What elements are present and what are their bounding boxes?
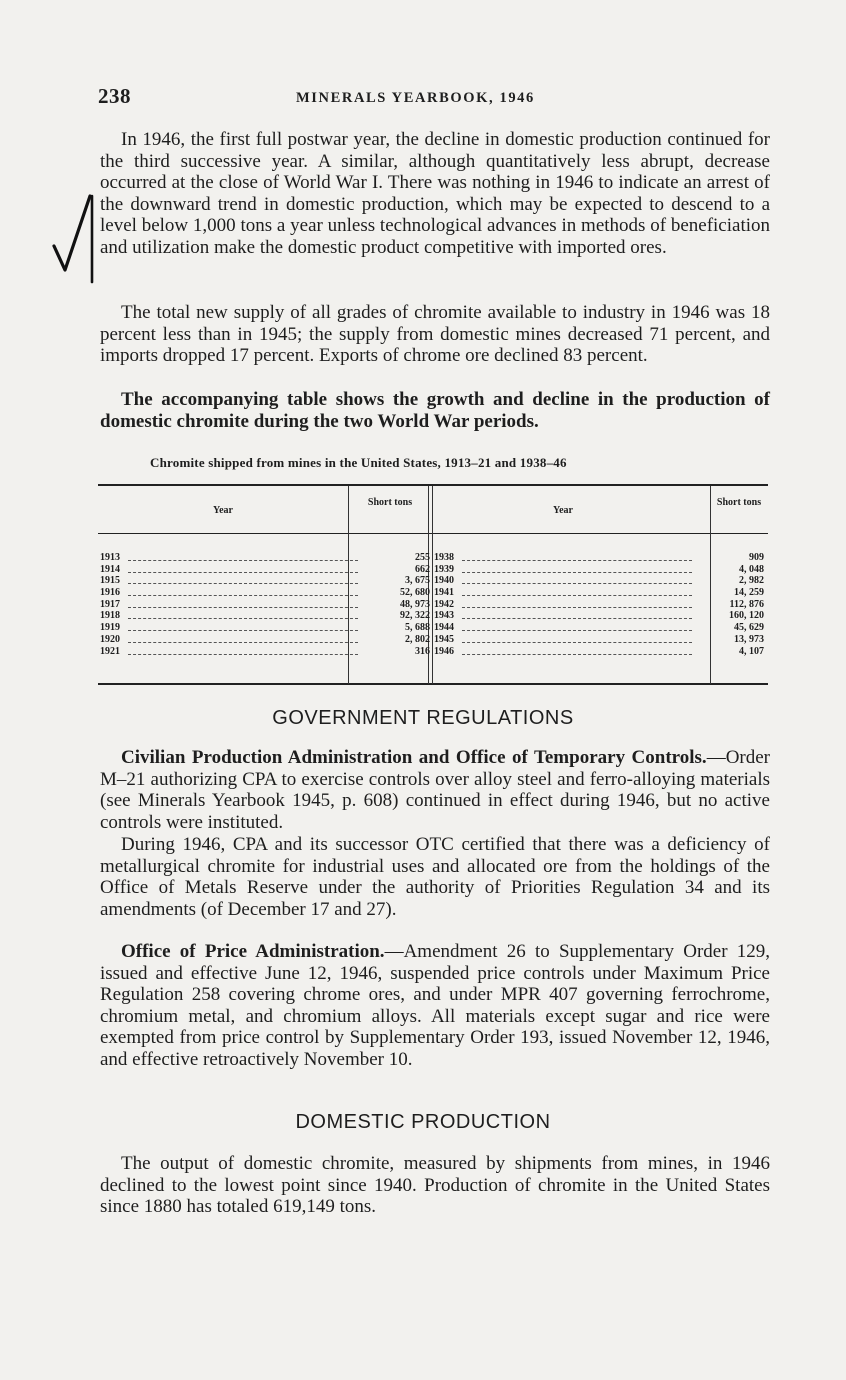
table-row (100, 634, 430, 646)
row-year: 1945 (434, 633, 454, 645)
table-row (434, 564, 764, 576)
row-leader-dots (462, 595, 692, 596)
opa-paragraph-body: —Amendment 26 to Supplementary Order 129, issued and effective June 12, 1946, suspended price controls under Maximum Price Regulation 258 covering chrome ores, and under MPR 407 governing ferrochrome, chromium metal, and chromium alloys. All materials except sugar and rice were exempted from price control by Supplementary Order 193, issued November 12, 1946, and effective retroactively November 10. (100, 941, 771, 1070)
table-row (100, 552, 430, 564)
short-tons-column-header-right: Short tons (716, 497, 762, 508)
year-column-header-right: Year (553, 505, 573, 516)
row-leader-dots (128, 618, 358, 619)
domestic-production-paragraph: The output of domestic chromite, measured by shipments from mines, in 1946 declined to the lowest point since 1940. Production of chromite in the United States since 1880 has totaled 619,149 tons. (100, 1153, 770, 1218)
row-leader-dots (462, 642, 692, 643)
page-number: 238 (98, 84, 131, 108)
handwritten-checkmark-icon (50, 192, 98, 284)
row-leader-dots (128, 583, 358, 584)
table-row (434, 552, 764, 564)
row-year: 1942 (434, 598, 454, 610)
row-leader-dots (462, 654, 692, 655)
table-row (100, 587, 430, 599)
row-year: 1941 (434, 587, 454, 599)
row-year: 1918 (100, 610, 120, 622)
row-year: 1916 (100, 587, 120, 599)
row-year: 1920 (100, 633, 120, 645)
row-short-tons: 14, 259 (734, 587, 764, 599)
row-year: 1939 (434, 563, 454, 575)
chromite-shipments-table (98, 484, 768, 685)
intro-paragraph-3: The accompanying table shows the growth and decline in the production of domestic chromite during the two World War periods. (100, 389, 770, 432)
table-row (100, 646, 430, 658)
row-year: 1921 (100, 645, 120, 657)
table-top-rule (98, 484, 768, 486)
table-row (434, 622, 764, 634)
row-leader-dots (462, 560, 692, 561)
row-year: 1940 (434, 575, 454, 587)
table-row (434, 587, 764, 599)
running-head: MINERALS YEARBOOK, 1946 (296, 90, 535, 106)
row-leader-dots (128, 572, 358, 573)
cpa-paragraph-lead: Civilian Production Administration and Office of Temporary Controls. (121, 747, 707, 768)
row-short-tons: 92, 322 (400, 610, 430, 622)
row-year: 1946 (434, 645, 454, 657)
row-leader-dots (128, 607, 358, 608)
opa-paragraph-lead: Office of Price Administration. (121, 941, 385, 962)
row-year: 1944 (434, 622, 454, 634)
row-short-tons: 4, 048 (739, 563, 764, 575)
row-short-tons: 3, 675 (405, 575, 430, 587)
row-leader-dots (462, 618, 692, 619)
row-short-tons: 160, 120 (729, 610, 764, 622)
table-title: Chromite shipped from mines in the United States, 1913–21 and 1938–46 (150, 455, 567, 470)
row-leader-dots (462, 583, 692, 584)
cpa-paragraph-body: —Order M–21 authorizing CPA to exercise controls over alloy steel and ferro-alloying materials (see Minerals Yearbook 1945, p. 608) continued in effect during 1946, but no active controls were instituted. (100, 747, 770, 833)
row-short-tons: 13, 973 (734, 633, 764, 645)
row-leader-dots (128, 595, 358, 596)
row-year: 1913 (100, 552, 120, 563)
row-short-tons: 48, 973 (400, 598, 430, 610)
table-row (434, 599, 764, 611)
row-short-tons: 45, 629 (734, 622, 764, 634)
row-short-tons: 662 (415, 563, 430, 575)
row-short-tons: 316 (415, 645, 430, 657)
row-year: 1938 (434, 552, 454, 563)
row-short-tons: 2, 982 (739, 575, 764, 587)
domestic-production-heading: DOMESTIC PRODUCTION (295, 1111, 551, 1133)
row-year: 1917 (100, 598, 120, 610)
row-leader-dots (462, 607, 692, 608)
row-leader-dots (128, 630, 358, 631)
row-short-tons: 52, 680 (400, 587, 430, 599)
table-rows-1938-1946 (434, 552, 764, 657)
column-divider-middle-double (432, 486, 433, 684)
row-year: 1919 (100, 622, 120, 634)
row-short-tons: 5, 688 (405, 622, 430, 634)
row-leader-dots (128, 642, 358, 643)
opa-paragraph (100, 941, 770, 1071)
row-short-tons: 255 (415, 552, 430, 563)
short-tons-column-header: Short tons (367, 497, 413, 508)
table-row (100, 622, 430, 634)
intro-paragraph-1: In 1946, the first full postwar year, the decline in domestic production continued for the third successive year. A similar, although quantitatively less abrupt, decrease occurred at the close of World War I. There was nothing in 1946 to indicate an arrest of the downward trend in domestic production, which may be expected to descend to a level below 1,000 tons a year unless technological advances in methods of beneficiation and utilization make the domestic product competitive with imported ores. (100, 129, 770, 258)
cpa-paragraph-2: During 1946, CPA and its successor OTC certified that there was a deficiency of metallurgical chromite for industrial uses and allocated ore from the holdings of the Office of Metals Reserve under the authority of Priorities Regulation 34 and its amendments (of December 17 and 27). (100, 834, 770, 920)
row-short-tons: 2, 802 (405, 633, 430, 645)
year-column-header: Year (213, 505, 233, 516)
table-row (100, 564, 430, 576)
row-leader-dots (462, 630, 692, 631)
table-rows-1913-1921 (100, 552, 430, 657)
table-row (100, 599, 430, 611)
table-row (434, 646, 764, 658)
table-bottom-rule (98, 683, 768, 685)
cpa-paragraph-1 (100, 747, 770, 833)
row-year: 1915 (100, 575, 120, 587)
row-leader-dots (128, 654, 358, 655)
row-year: 1943 (434, 610, 454, 622)
row-short-tons: 4, 107 (739, 645, 764, 657)
row-short-tons: 909 (749, 552, 764, 563)
intro-paragraph-2: The total new supply of all grades of chromite available to industry in 1946 was 18 percent less than in 1945; the supply from domestic mines decreased 71 percent, and imports dropped 17 percent. Exports of chrome ore declined 83 percent. (100, 302, 770, 367)
government-regulations-heading: GOVERNMENT REGULATIONS (272, 707, 574, 729)
table-row (100, 575, 430, 587)
table-row (100, 610, 430, 622)
table-row (434, 575, 764, 587)
row-leader-dots (128, 560, 358, 561)
table-header-rule (98, 533, 768, 534)
row-short-tons: 112, 876 (729, 598, 764, 610)
table-row (434, 610, 764, 622)
table-row (434, 634, 764, 646)
row-year: 1914 (100, 563, 120, 575)
row-leader-dots (462, 572, 692, 573)
